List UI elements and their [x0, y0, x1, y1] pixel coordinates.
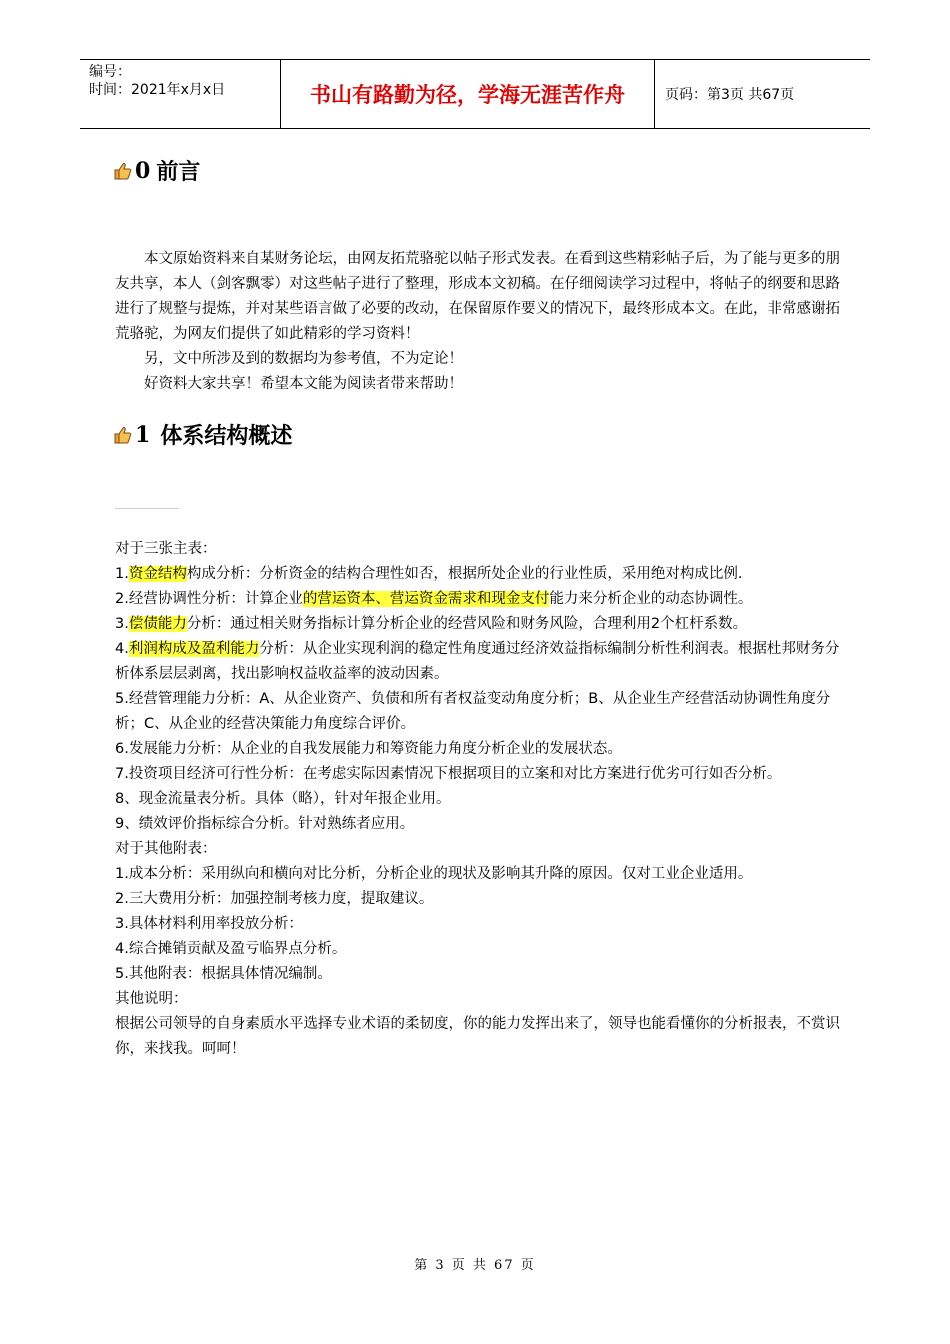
note-paragraph: 根据公司领导的自身素质水平选择专业术语的柔韧度，你的能力发挥出来了，领导也能看懂你的分析报表，不赏识你，来找我。呵呵！ — [115, 1016, 840, 1057]
header-meta — [80, 60, 281, 128]
list-item: 3.偿债能力分析：通过相关财务指标计算分析企业的经营风险和财务风险，合理利用2个杠杆系数。 — [115, 616, 748, 632]
main-content — [115, 537, 850, 1062]
page-footer: 第 3 页 共 67 页 — [414, 1258, 536, 1273]
list-item: 8、现金流量表分析。具体（略），针对年报企业用。 — [115, 791, 451, 807]
section-number: 1 — [135, 421, 151, 448]
list-item: 7.投资项目经济可行性分析：在考虑实际因素情况下根据项目的立案和对比方案进行优劣可行如否分析。 — [115, 766, 782, 782]
list-item: 5.其他附表：根据具体情况编制。 — [115, 966, 332, 982]
list-intro: 对于其他附表： — [115, 841, 217, 857]
thumbs-up-icon — [113, 425, 133, 445]
highlight: 偿债能力 — [128, 616, 187, 632]
list-item: 2.三大费用分析：加强控制考核力度，提取建议。 — [115, 891, 434, 907]
list-item: 2.经营协调性分析：计算企业的营运资本、营运资金需求和现金支付能力来分析企业的动态协调性。 — [115, 591, 753, 607]
list-item: 1.资金结构构成分析：分析资金的结构合理性如否，根据所处企业的行业性质，采用绝对构成比例. — [115, 566, 743, 582]
preface-text — [115, 247, 842, 397]
section-title: 体系结构概述 — [160, 423, 293, 449]
highlight: 资金结构 — [128, 566, 187, 582]
header-page: 页码：第3页 共67页 — [665, 87, 795, 103]
highlight: 的营运资本、营运资金需求和现金支付 — [302, 591, 550, 607]
section-title: 前言 — [156, 159, 201, 185]
section-heading-1 — [113, 419, 292, 450]
header-motto: 书山有路勤为径，学海无涯苦作舟 — [281, 60, 655, 128]
section-heading-0 — [113, 155, 200, 186]
page-header — [80, 59, 870, 129]
list-item: 5.经营管理能力分析：A、从企业资产、负债和所有者权益变动角度分析；B、从企业生产经营活动协调性角度分析；C、从企业的经营决策能力角度综合评价。 — [115, 691, 831, 732]
highlight: 利润构成及盈利能力 — [128, 641, 260, 657]
preface-paragraph: 本文原始资料来自某财务论坛，由网友拓荒骆驼以帖子形式发表。在看到这些精彩帖子后，为了能与更多的朋友共享，本人（剑客飘零）对这些帖子进行了整理，形成本文初稿。在仔细阅读学习过程中，将帖子的纲要和思路进行了规整与提炼，并对某些语言做了必要的改动，在保留原作要义的情况下，最终形成本文。在此，非常感谢拓荒骆驼，为网友们提供了如此精彩的学习资料！ — [115, 251, 840, 342]
thumbs-up-icon — [113, 161, 133, 181]
divider — [115, 508, 179, 509]
list-item: 3.具体材料利用率投放分析： — [115, 916, 303, 932]
list-item: 9、绩效评价指标综合分析。针对熟练者应用。 — [115, 816, 415, 832]
list-item: 6.发展能力分析：从企业的自我发展能力和筹资能力角度分析企业的发展状态。 — [115, 741, 622, 757]
list-item: 4.利润构成及盈利能力分析：从企业实现利润的稳定性角度通过经济效益指标编制分析性利润表。根据杜邦财务分析体系层层剥离，找出影响权益收益率的波动因素。 — [115, 641, 840, 682]
header-number: 编号： — [89, 64, 131, 80]
list-intro: 其他说明： — [115, 991, 188, 1007]
list-intro: 对于三张主表： — [115, 541, 217, 557]
section-number: 0 — [135, 157, 151, 184]
list-item: 4.综合摊销贡献及盈亏临界点分析。 — [115, 941, 347, 957]
list-item: 1.成本分析：采用纵向和横向对比分析，分析企业的现状及影响其升降的原因。仅对工业企业适用。 — [115, 866, 753, 882]
preface-paragraph: 好资料大家共享！希望本文能为阅读者带来帮助！ — [144, 376, 463, 392]
preface-paragraph: 另，文中所涉及到的数据均为参考值，不为定论！ — [144, 351, 463, 367]
header-time: 时间：2021年x月x日 — [89, 82, 226, 98]
